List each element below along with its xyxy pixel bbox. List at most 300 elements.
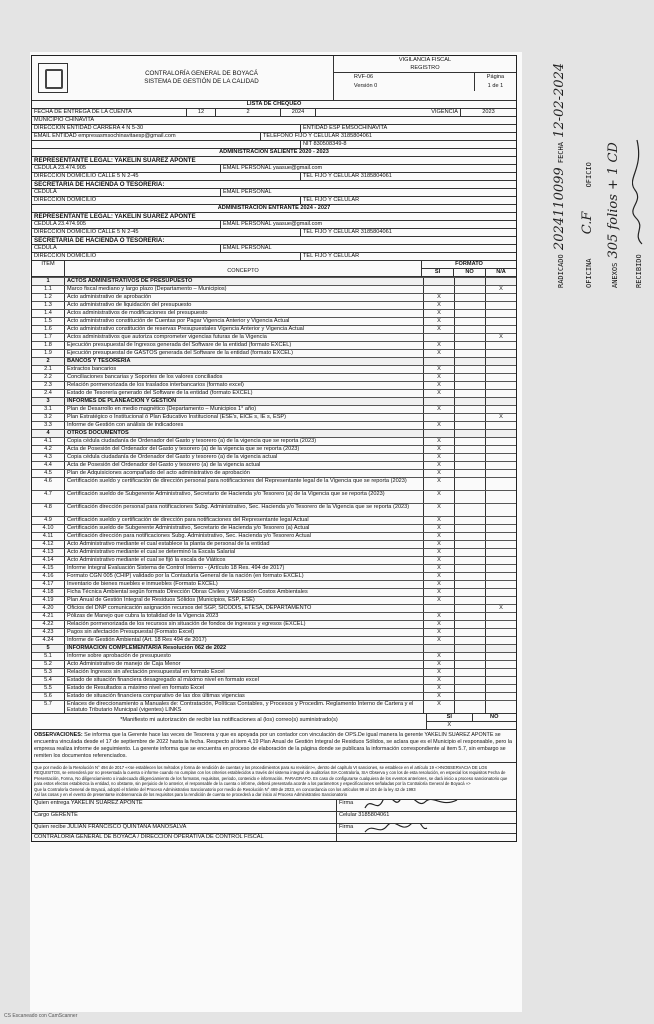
table-row [32, 660, 516, 668]
item-number: 3 [32, 398, 65, 405]
item-si: X [424, 406, 455, 413]
item-na [486, 318, 516, 325]
item-number: 1.1 [32, 286, 65, 293]
saliente-sec-email: EMAIL PERSONAL [223, 189, 272, 195]
item-na [486, 629, 516, 636]
item-si: X [424, 504, 455, 516]
item-no [455, 430, 486, 437]
item-si: X [424, 302, 455, 309]
item-na [486, 462, 516, 469]
fecha-label: FECHA DE ENTREGA DE LA CUENTA [32, 109, 187, 116]
table-row [32, 652, 516, 660]
item-no [455, 621, 486, 628]
header-org-cell [32, 56, 334, 100]
item-na [486, 398, 516, 405]
item-number: 4.11 [32, 533, 65, 540]
item-na [486, 669, 516, 676]
item-concept: Acto Administrativo mediante el cual se determinó la Escala Salarial [65, 549, 424, 556]
list-title-row [32, 101, 516, 109]
item-no [455, 454, 486, 461]
item-concept: Ficha Técnica Ambiental según formato Dirección Obras Civiles y Valoración Costos Ambientales [65, 589, 424, 596]
col-na: N/A [496, 269, 506, 275]
item-concept: Acto administrativo de aprobación [65, 294, 424, 301]
signature-recibe-icon [361, 824, 431, 833]
entrante-rep: REPRESENTANTE LEGAL: YAKELIN SUAREZ APONTE [34, 213, 196, 220]
entrante-sec-tel: TEL FIJO Y CELULAR [303, 253, 360, 259]
item-concept: Enlaces de direccionamiento a Manuales de: Contratación, Políticas Contables, y Procesos y Procedim. Reglamento Interno de Cartera y el Estatuto Tributario Municipal (vigentes) LINKS [65, 701, 424, 713]
table-row [32, 580, 516, 588]
item-na [486, 533, 516, 540]
item-na [486, 478, 516, 490]
item-number: 1.6 [32, 326, 65, 333]
saliente-sec-dir-row [32, 197, 516, 205]
observaciones-label: OBSERVACIONES: [34, 732, 83, 738]
item-si: X [424, 294, 455, 301]
item-na [486, 525, 516, 532]
contraloria-footer: CONTRALORÍA GENERAL DE BOYACÁ / DIRECCIÓN OPERATIVA DE CONTROL FISCAL [32, 834, 337, 841]
anexos-value: 305 folios + 1 CD [606, 142, 621, 259]
item-number: 1.7 [32, 334, 65, 341]
table-row [32, 516, 516, 524]
item-no [455, 613, 486, 620]
nit-row [32, 141, 516, 149]
item-no [455, 549, 486, 556]
item-concept: Certificación sueldo de Subgerente Administrativo, Secretario de Hacienda y/o Tesorero (a) Actual [65, 525, 424, 532]
item-na [486, 278, 516, 285]
item-na [486, 701, 516, 713]
item-number: 1.3 [32, 302, 65, 309]
item-si [424, 278, 455, 285]
item-si: X [424, 701, 455, 713]
item-si [424, 605, 455, 612]
item-na [486, 557, 516, 564]
entidad: ENTIDAD ESP EMSOCHINAVITA [303, 125, 388, 131]
manifiesto-text: *Manifiesto mi autorización de recibir las notificaciones al (los) correo(s) suministrado(s) [32, 714, 427, 729]
item-si: X [424, 366, 455, 373]
fecha-stamp-label: FECHA [557, 142, 565, 164]
item-si: X [424, 374, 455, 381]
item-no [455, 334, 486, 341]
item-na [486, 661, 516, 668]
item-concept: Acta de Posesión del Ordenador del Gasto y tesorero (a) de la vigencia que se reporta (2023) [65, 446, 424, 453]
recibe-row [32, 824, 516, 834]
section-row [32, 397, 516, 405]
item-concept: Estado de situación financiera desagregado al máximo nivel en formato excel [65, 677, 424, 684]
item-concept: Informe sobre aprobación de presupuesto [65, 653, 424, 660]
item-concept: Oficios del DNP comunicación asignación recursos del SGP, SICODIS, ETESA, DEPARTAMENTO [65, 605, 424, 612]
table-row [32, 325, 516, 333]
item-na [486, 541, 516, 548]
item-number: 4.21 [32, 613, 65, 620]
item-no [455, 446, 486, 453]
table-row [32, 596, 516, 604]
item-concept: INFORMES DE PLANEACION Y GESTION [65, 398, 424, 405]
item-no [455, 286, 486, 293]
item-number: 4.15 [32, 565, 65, 572]
item-no [455, 294, 486, 301]
saliente-sec-dir: DIRECCION DOMICILIO [32, 197, 301, 204]
oficina-value: C.F [580, 211, 595, 235]
item-number: 4.7 [32, 491, 65, 503]
item-na [486, 406, 516, 413]
table-row [32, 389, 516, 397]
item-no [455, 685, 486, 692]
item-si: X [424, 597, 455, 604]
municipio-row [32, 117, 516, 125]
table-head [32, 261, 516, 277]
item-na [486, 693, 516, 700]
entrante-cedula: CEDULA 23.474.905 [32, 221, 221, 228]
radicado-value: 2024110099 [552, 167, 567, 251]
item-number: 4.19 [32, 597, 65, 604]
item-concept: Informe de Gestión Ambiental (Art. 18 Res 494 de 2017) [65, 637, 424, 644]
table-row [32, 365, 516, 373]
item-si: X [424, 438, 455, 445]
item-no [455, 438, 486, 445]
receipt-stamp [540, 40, 650, 300]
item-concept: Estado de situación financiera comparativo de las dos últimas vigencias [65, 693, 424, 700]
item-na [486, 430, 516, 437]
vigilancia-label: VIGILANCIA FISCAL [398, 57, 452, 63]
fine-print-3: Así las cosas y en el evento de presentarse inobservancia de los requisitos para la rendición de cuenta se procederá a dar inicio al Proceso Administrativo Sancionatorio [34, 792, 348, 798]
table-row [32, 285, 516, 293]
table-row [32, 373, 516, 381]
item-na [486, 446, 516, 453]
item-number: 1 [32, 278, 65, 285]
section-row [32, 277, 516, 285]
item-number: 2.2 [32, 374, 65, 381]
doc-header [32, 56, 516, 101]
saliente-sec: SECRETARIA DE HACIENDA O TESORERIA: [34, 181, 165, 188]
item-concept: Pagos sin afectación Presupuestal (Formato Excel) [65, 629, 424, 636]
stamp-line-3 [606, 142, 621, 288]
cargo-row [32, 812, 516, 824]
item-no [455, 629, 486, 636]
item-no [455, 597, 486, 604]
item-si: X [424, 541, 455, 548]
item-na [486, 310, 516, 317]
item-si: X [424, 478, 455, 490]
item-no [455, 382, 486, 389]
form-version: Versión 0 [353, 83, 378, 89]
item-si: X [424, 589, 455, 596]
item-si: X [424, 454, 455, 461]
table-row [32, 556, 516, 564]
table-row [32, 540, 516, 548]
entrante-title: ADMINISTRACION ENTRANTE 2024 - 2027 [217, 205, 331, 211]
item-number: 5.1 [32, 653, 65, 660]
item-concept: Estado de Tesorería generado del Software de la entidad (formato EXCEL) [65, 390, 424, 397]
item-no [455, 504, 486, 516]
table-row [32, 445, 516, 453]
direccion-entidad: DIRECCION ENTIDAD CARRERA 4 N 5-30 [32, 125, 301, 132]
boyaca-logo-icon [38, 63, 68, 93]
page-label: Página [486, 74, 505, 80]
item-number: 4.24 [32, 637, 65, 644]
item-number: 4.5 [32, 470, 65, 477]
item-na [486, 517, 516, 524]
item-si: X [424, 669, 455, 676]
item-no [455, 669, 486, 676]
item-na [486, 597, 516, 604]
item-concept: Actos administrativos de modificaciones del presupuesto [65, 310, 424, 317]
item-na [486, 326, 516, 333]
entrega-row [32, 800, 516, 812]
item-no [455, 565, 486, 572]
entrante-cedula-row [32, 221, 516, 229]
table-row [32, 532, 516, 540]
item-no [455, 302, 486, 309]
item-na [486, 573, 516, 580]
item-number: 4.14 [32, 557, 65, 564]
celular: Celular 3185804061 [339, 812, 390, 819]
item-si: X [424, 350, 455, 357]
observaciones-text: Se informa que la Gerente hace las veces de Tesorera y que es apoyada por un contador con vinculación de OPS.De igual manera la gerente YAKELIN SUAREZ APONTE se encuentra vinculada desde el 17 de septiembre de 2022 hasta la fecha. Respecto al item 4,19 Plan Anual de Gestión Integral de Residuos Sólidos, se aclara que es el Municipio el responsable, pero la empresa realiza informe de seguimiento. La gerente informa que se encuentra en proceso de elaboración de la página donde se publicara la información correspondiente al item 5.7, sin embargo se remiten los documentos referenciados. [34, 732, 512, 759]
table-row [32, 612, 516, 620]
item-na: X [499, 334, 503, 340]
item-no [455, 414, 486, 421]
item-na [486, 565, 516, 572]
item-no [455, 573, 486, 580]
item-na [486, 422, 516, 429]
item-concept: Plan Estratégico o Institucional ó Plan Educativo Institucional (ESE's, EICE s, IE s, ESP) [65, 414, 424, 421]
item-si: X [424, 462, 455, 469]
item-na [486, 454, 516, 461]
item-number: 1.9 [32, 350, 65, 357]
item-si: X [424, 470, 455, 477]
item-na [486, 621, 516, 628]
radicado-label: RADICADO [557, 254, 565, 288]
saliente-title: ADMINISTRACION SALIENTE 2020 - 2023 [219, 149, 329, 155]
item-concept: OTROS DOCUMENTOS [65, 430, 424, 437]
table-row [32, 453, 516, 461]
item-number: 4.13 [32, 549, 65, 556]
saliente-dir: DIRECCION DOMICILIO CALLE 5 N 2-45 [32, 173, 301, 180]
quien-recibe: Quien recibe JULIAN FRANCISCO QUINTANA MANOSALVA [32, 824, 337, 833]
manifiesto-si: SI [427, 714, 473, 721]
table-row [32, 309, 516, 317]
item-si: X [424, 491, 455, 503]
item-concept: Informe de Gestión con análisis de indicadores [65, 422, 424, 429]
item-na [486, 374, 516, 381]
col-no: NO [454, 269, 486, 276]
vigencia-value: 2023 [482, 109, 495, 115]
entidad-row [32, 125, 516, 133]
item-concept: Certificación dirección para notificaciones Subg. Administrativo, Sec. Hacienda y/o Tesorero Actual [65, 533, 424, 540]
item-no [455, 645, 486, 652]
item-si: X [424, 382, 455, 389]
item-na [486, 382, 516, 389]
table-row [32, 381, 516, 389]
formato-label: FORMATO [422, 261, 516, 269]
col-item: ITEM [32, 261, 65, 276]
table-row [32, 349, 516, 357]
item-number: 4.18 [32, 589, 65, 596]
item-no [455, 517, 486, 524]
signature-entrega-icon [361, 800, 461, 811]
item-number: 5.2 [32, 661, 65, 668]
item-concept: Ejecución presupuestal de Ingresos generada del Software de la entidad (formato EXCEL) [65, 342, 424, 349]
fine-print-1: Que por medio de la Resolución N° 494 de 2017 «<se establecen los métodos y forma de rendición de cuentas y los procedimientos para su revisión>», dentro del capítulo VI sanciones, se establece en el artículo 19 «>INOBSERVACIA DE LOS REQUISITOS, se entenderá por no presentada la cuenta o informe cuando no cumplan con los criterios establecidos a través del sistema integral de auditorías SIA Contraloría, SIA Observa y con los de esta resolución, en especial los requisitos Fecha de Presentación, Forma, No diligenciamiento o inadecuado diligenciamiento de los formatos, requisitos, periodo, contenido e información. PARAGRAFO. En caso de configurarse cualquiera de los eventos anteriores, se dará inicio a proceso sancionatorio que para estos efectos establezca la entidad, no obstante, sin perjuicio de lo anterior, el responsable de la cuenta o informe, deberá presentarla acorde a los parámetros y especificaciones señaladas por la Contraloría General de Boyacá »> [34, 765, 508, 787]
manifiesto-no: NO [490, 714, 499, 720]
item-number: 1.2 [32, 294, 65, 301]
item-concept: Acto administrativo constitución de Cuentas por Pagar Vigencia Anterior y Vigencia Actual [65, 318, 424, 325]
item-concept: Marco fiscal mediano y largo plazo (Departamento – Municipios) [65, 286, 424, 293]
item-number: 4.3 [32, 454, 65, 461]
item-concept: Acto Administrativo de manejo de Caja Menor [65, 661, 424, 668]
table-row [32, 317, 516, 325]
item-no [455, 366, 486, 373]
item-si [424, 286, 455, 293]
checklist-document [31, 55, 517, 842]
item-no [455, 525, 486, 532]
municipio: MUNICIPIO CHINAVITA [34, 117, 95, 123]
nit-blank [32, 141, 301, 148]
table-row [32, 333, 516, 341]
recibido-label: RECIBIDO [635, 254, 643, 288]
item-concept: Actos administrativos que autoriza comprometer vigencias futuras de la Vigencia [65, 334, 424, 341]
item-concept: Copia cédula ciudadanía de Ordenador del Gasto y tesorero (a) de la vigencia actual [65, 454, 424, 461]
item-si: X [424, 661, 455, 668]
item-concept: Conciliaciones bancarias y Soportes de los valores conciliados [65, 374, 424, 381]
item-number: 3.2 [32, 414, 65, 421]
entrante-dir: DIRECCION DOMICILIO CALLE 5 N 2-45 [32, 229, 301, 236]
saliente-tel: TEL FIJO Y CELULAR 3185804061 [303, 173, 392, 179]
entrante-title-row [32, 205, 516, 213]
table-row [32, 301, 516, 309]
item-number: 5.3 [32, 669, 65, 676]
item-na [486, 350, 516, 357]
item-si: X [424, 549, 455, 556]
table-row [32, 341, 516, 349]
item-na [486, 342, 516, 349]
fecha-year: 2024 [281, 109, 316, 116]
org-name: CONTRALORÍA GENERAL DE BOYACÁ [145, 70, 258, 77]
firma-entrega-label: Firma [339, 800, 354, 807]
vigencia-label: VIGENCIA [316, 109, 461, 116]
firma-recibe [337, 824, 516, 833]
item-na [486, 438, 516, 445]
stamp-line-4 [632, 130, 646, 288]
item-number: 4 [32, 430, 65, 437]
item-no [455, 693, 486, 700]
item-si: X [424, 677, 455, 684]
quien-entrega: Quien entrega YAKELIN SUAREZ APONTE [32, 800, 337, 811]
item-number: 4.9 [32, 517, 65, 524]
item-number: 4.12 [32, 541, 65, 548]
item-no [455, 605, 486, 612]
saliente-sec-cedula-row [32, 189, 516, 197]
entrante-sec-cedula-row [32, 245, 516, 253]
table-row [32, 293, 516, 301]
saliente-cedula: CEDULA 23.474.905 [32, 165, 221, 172]
item-si: X [424, 390, 455, 397]
item-no [455, 541, 486, 548]
table-row [32, 684, 516, 692]
saliente-dir-row [32, 173, 516, 181]
item-concept: Copia cédula ciudadanía de Ordenador del Gasto y tesorero (a) de la vigencia que se reporta (2023) [65, 438, 424, 445]
item-no [455, 478, 486, 490]
item-si: X [424, 581, 455, 588]
list-title: LISTA DE CHEQUEO [246, 101, 302, 107]
table-row [32, 477, 516, 490]
item-si: X [424, 693, 455, 700]
table-row [32, 524, 516, 532]
table-row [32, 692, 516, 700]
item-concept: BANCOS Y TESORERIA [65, 358, 424, 365]
item-concept: Certificación sueldo y certificación de dirección personal para notificaciones del Representante legal de la Vigencia que se reporta (2023) [65, 478, 424, 490]
page-value: 1 de 1 [487, 83, 504, 89]
item-no [455, 557, 486, 564]
telefono-entidad: TELEFONO FIJO Y CELULAR 3185804061 [263, 133, 372, 139]
item-concept: Plan de Desarrollo en medio magnético (Departamento – Municipios 1° año) [65, 406, 424, 413]
item-number: 4.2 [32, 446, 65, 453]
item-no [455, 406, 486, 413]
item-no [455, 374, 486, 381]
item-concept: Plan Anual de Gestión Integral de Residuos Sólidos (Municipios, ESP, ESE) [65, 597, 424, 604]
entrante-dir-row [32, 229, 516, 237]
registro-label: REGISTRO [410, 65, 440, 71]
saliente-sec-row [32, 181, 516, 189]
camscanner-watermark: CS Escaneado con CamScanner [4, 1013, 78, 1019]
item-concept: INFORMACION COMPLEMENTARIA Resolución 062 de 2022 [65, 645, 424, 652]
item-concept: Certificación sueldo y certificación de dirección para notificaciones del Representante legal Actual [65, 517, 424, 524]
item-concept: Acto Administrativo mediante el cual establece la planta de personal de la entidad [65, 541, 424, 548]
table-row [32, 405, 516, 413]
item-concept: Acto administrativo de liquidación del presupuesto [65, 302, 424, 309]
item-no [455, 342, 486, 349]
fecha-row [32, 109, 516, 117]
table-row [32, 676, 516, 684]
item-na [486, 645, 516, 652]
legal-fine-print [32, 763, 516, 800]
item-si: X [424, 517, 455, 524]
item-na [486, 294, 516, 301]
email-entidad: EMAIL ENTIDAD empresasmsochinavitaesp@gmail.com [32, 133, 261, 140]
item-number: 5.5 [32, 685, 65, 692]
col-formato [422, 261, 516, 276]
item-concept: Formato CGN 005 (CHIP) validado por la Contaduría General de la nación (en formato EXCEL) [65, 573, 424, 580]
email-entidad-row [32, 133, 516, 141]
table-row [32, 421, 516, 429]
section-row [32, 429, 516, 437]
item-na [486, 549, 516, 556]
item-si: X [424, 637, 455, 644]
item-na [486, 685, 516, 692]
item-number: 4.6 [32, 478, 65, 490]
entrante-tel: TEL FIJO Y CELULAR 3185804061 [303, 229, 392, 235]
col-si: SI [422, 269, 454, 276]
item-si: X [424, 422, 455, 429]
item-si: X [424, 326, 455, 333]
item-si: X [424, 318, 455, 325]
stamp-line-1 [552, 63, 567, 288]
item-na: X [499, 605, 503, 611]
item-number: 4.16 [32, 573, 65, 580]
item-concept: Plan de Adquisiciones acompañado del acto administrativo de aprobación [65, 470, 424, 477]
item-no [455, 318, 486, 325]
item-concept: Estado de Resultados a máximo nivel en formato Excel [65, 685, 424, 692]
saliente-cedula-row [32, 165, 516, 173]
manifiesto-box [427, 714, 516, 729]
recibido-signature-icon [632, 130, 646, 250]
entrante-email: EMAIL PERSONAL yaasue@gmail.com [223, 221, 323, 227]
entrante-sec-cedula: CEDULA [32, 245, 221, 252]
manifiesto-mark: X [447, 722, 452, 728]
table-row [32, 503, 516, 516]
saliente-sec-tel: TEL FIJO Y CELULAR [303, 197, 360, 203]
item-concept: Relación pormenorizada de los recursos sin situación de fondos de ingresos y egresos (EXCEL) [65, 621, 424, 628]
